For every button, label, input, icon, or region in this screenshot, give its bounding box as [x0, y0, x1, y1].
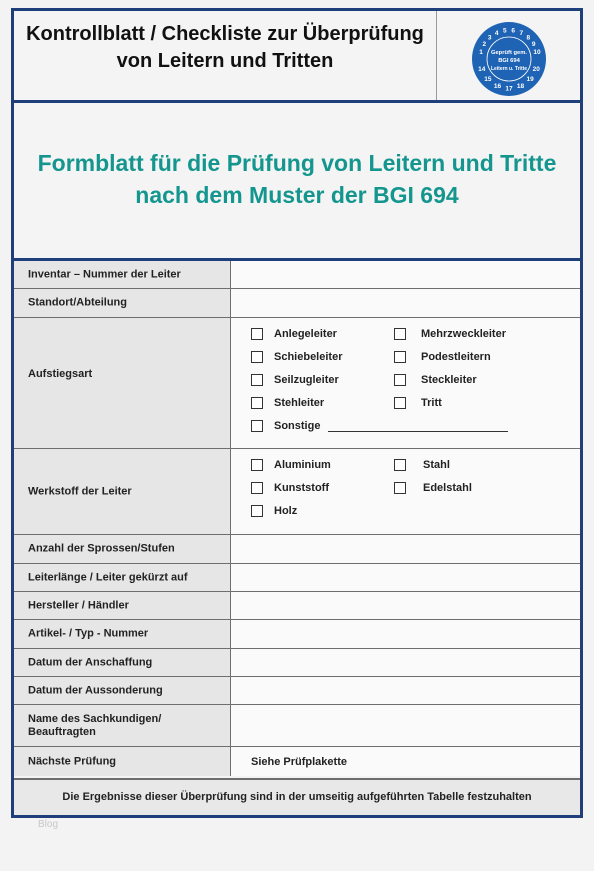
row-label [14, 449, 231, 534]
sachkundige-field[interactable] [231, 705, 580, 746]
option-aluminium: Aluminium [274, 459, 331, 471]
sprossen-label: Anzahl der Sprossen/Stufen [28, 542, 175, 555]
checkbox-mehrzweckleiter[interactable] [394, 328, 406, 340]
header [14, 11, 580, 103]
row-aussonderung [14, 677, 580, 705]
row-label [14, 677, 231, 704]
option-tritt: Tritt [421, 397, 442, 409]
row-aufstiegsart [14, 318, 580, 449]
checkbox-tritt[interactable] [394, 397, 406, 409]
badge-number-6: 6 [511, 27, 516, 35]
row-inventar [14, 261, 580, 289]
hersteller-label: Hersteller / Händler [28, 599, 129, 611]
inventar-field[interactable] [231, 261, 580, 288]
badge-number-3: 3 [487, 34, 492, 42]
artikel-field[interactable] [231, 620, 580, 648]
row-label [14, 705, 231, 746]
checkbox-stehleiter[interactable] [251, 397, 263, 409]
badge-number-7: 7 [519, 30, 524, 37]
badge-number-1: 1 [479, 48, 483, 56]
hersteller-field[interactable] [231, 592, 580, 619]
badge-number-20: 20 [532, 66, 540, 74]
banner [14, 103, 580, 261]
row-werkstoff [14, 449, 580, 535]
row-label [14, 261, 231, 288]
inspection-badge-seal [471, 21, 547, 97]
option-podestleitern: Podestleitern [421, 351, 491, 363]
pruefung-label: Nächste Prüfung [28, 755, 117, 767]
option-sonstige: Sonstige [274, 420, 321, 432]
laenge-label: Leiterlänge / Leiter gekürzt auf [28, 571, 188, 583]
option-stehleiter: Stehleiter [274, 397, 325, 409]
badge-number-15: 15 [484, 76, 492, 84]
checkbox-edelstahl[interactable] [394, 482, 406, 494]
badge-line2: BGI 694 [498, 58, 520, 64]
row-label [14, 318, 231, 448]
checkbox-stahl[interactable] [394, 459, 406, 471]
pruefung-field [231, 747, 580, 776]
checkbox-anlegeleiter[interactable] [251, 328, 263, 340]
badge-number-18: 18 [516, 82, 525, 90]
werkstoff-options [231, 449, 580, 534]
badge-line1: Geprüft gem. [490, 50, 528, 56]
row-label [14, 747, 231, 776]
pruefung-value: Siehe Prüfplakette [251, 755, 347, 768]
banner-title-line2: nach dem Muster der BGI 694 [135, 182, 459, 208]
badge-number-19: 19 [526, 76, 534, 84]
option-stahl: Stahl [423, 459, 450, 471]
option-edelstahl: Edelstahl [423, 482, 472, 494]
badge-number-16: 16 [493, 82, 502, 90]
aussonderung-label: Datum der Aussonderung [28, 684, 163, 696]
footer-text: Die Ergebnisse dieser Überprüfung sind in der umseitig aufgeführten Tabelle festzuhalten [62, 791, 532, 803]
checkbox-schiebeleiter[interactable] [251, 351, 263, 363]
aufstiegsart-options [231, 318, 580, 448]
option-steckleiter: Steckleiter [421, 374, 477, 386]
sachkundige-label: Name des Sachkundigen/ Beauftragten [28, 712, 162, 738]
row-label [14, 649, 231, 676]
row-sachkundige [14, 705, 580, 747]
artikel-label: Artikel- / Typ - Nummer [28, 627, 149, 640]
row-anschaffung [14, 649, 580, 677]
option-seilzugleiter: Seilzugleiter [274, 374, 339, 386]
laenge-field[interactable] [231, 564, 580, 591]
option-anlegeleiter: Anlegeleiter [274, 328, 337, 340]
checkbox-steckleiter[interactable] [394, 374, 406, 386]
row-label [14, 535, 231, 563]
row-standort [14, 289, 580, 318]
row-pruefung [14, 747, 580, 776]
sprossen-field[interactable] [231, 535, 580, 563]
werkstoff-label: Werkstoff der Leiter [28, 485, 132, 497]
badge-line3: Leitern u. Tritte [490, 66, 528, 72]
aussonderung-field[interactable] [231, 677, 580, 704]
aufstiegsart-label: Aufstiegsart [28, 368, 93, 380]
row-label [14, 620, 231, 648]
checkbox-kunststoff[interactable] [251, 482, 263, 494]
anschaffung-field[interactable] [231, 649, 580, 676]
watermark: Blog [38, 819, 59, 830]
standort-field[interactable] [231, 289, 580, 317]
option-mehrzweckleiter: Mehrzweckleiter [421, 328, 506, 340]
option-holz: Holz [274, 505, 298, 517]
badge-number-4: 4 [494, 30, 499, 37]
checkbox-aluminium[interactable] [251, 459, 263, 471]
row-hersteller [14, 592, 580, 620]
banner-title-line1: Formblatt für die Prüfung von Leitern und Tritte [37, 150, 557, 176]
anschaffung-label: Datum der Anschaffung [28, 656, 153, 668]
header-title [14, 21, 436, 75]
row-sprossen [14, 535, 580, 564]
badge-number-17: 17 [505, 85, 513, 93]
badge-number-2: 2 [482, 41, 487, 49]
standort-label: Standort/Abteilung [28, 296, 127, 309]
form-sheet [11, 8, 583, 818]
badge-number-14: 14 [478, 66, 486, 74]
footer-note [14, 778, 580, 815]
checkbox-holz[interactable] [251, 505, 263, 517]
row-label [14, 289, 231, 317]
banner-title [14, 147, 580, 211]
checkbox-podestleitern[interactable] [394, 351, 406, 363]
header-divider [436, 11, 437, 100]
row-label [14, 564, 231, 591]
row-label [14, 592, 231, 619]
header-title-line2: von Leitern und Tritten [116, 50, 334, 72]
badge-number-8: 8 [526, 34, 531, 42]
badge-number-5: 5 [502, 27, 507, 35]
row-artikel [14, 620, 580, 649]
badge-number-9: 9 [531, 41, 536, 49]
badge-number-10: 10 [533, 48, 541, 56]
header-title-line1: Kontrollblatt / Checkliste zur Überprüfung [26, 23, 424, 45]
sonstige-write-line[interactable] [328, 431, 508, 432]
inventar-label: Inventar – Nummer der Leiter [28, 268, 181, 280]
checkbox-sonstige[interactable] [251, 420, 263, 432]
option-schiebeleiter: Schiebeleiter [274, 351, 343, 363]
checkbox-seilzugleiter[interactable] [251, 374, 263, 386]
option-kunststoff: Kunststoff [274, 482, 329, 494]
row-laenge [14, 564, 580, 592]
